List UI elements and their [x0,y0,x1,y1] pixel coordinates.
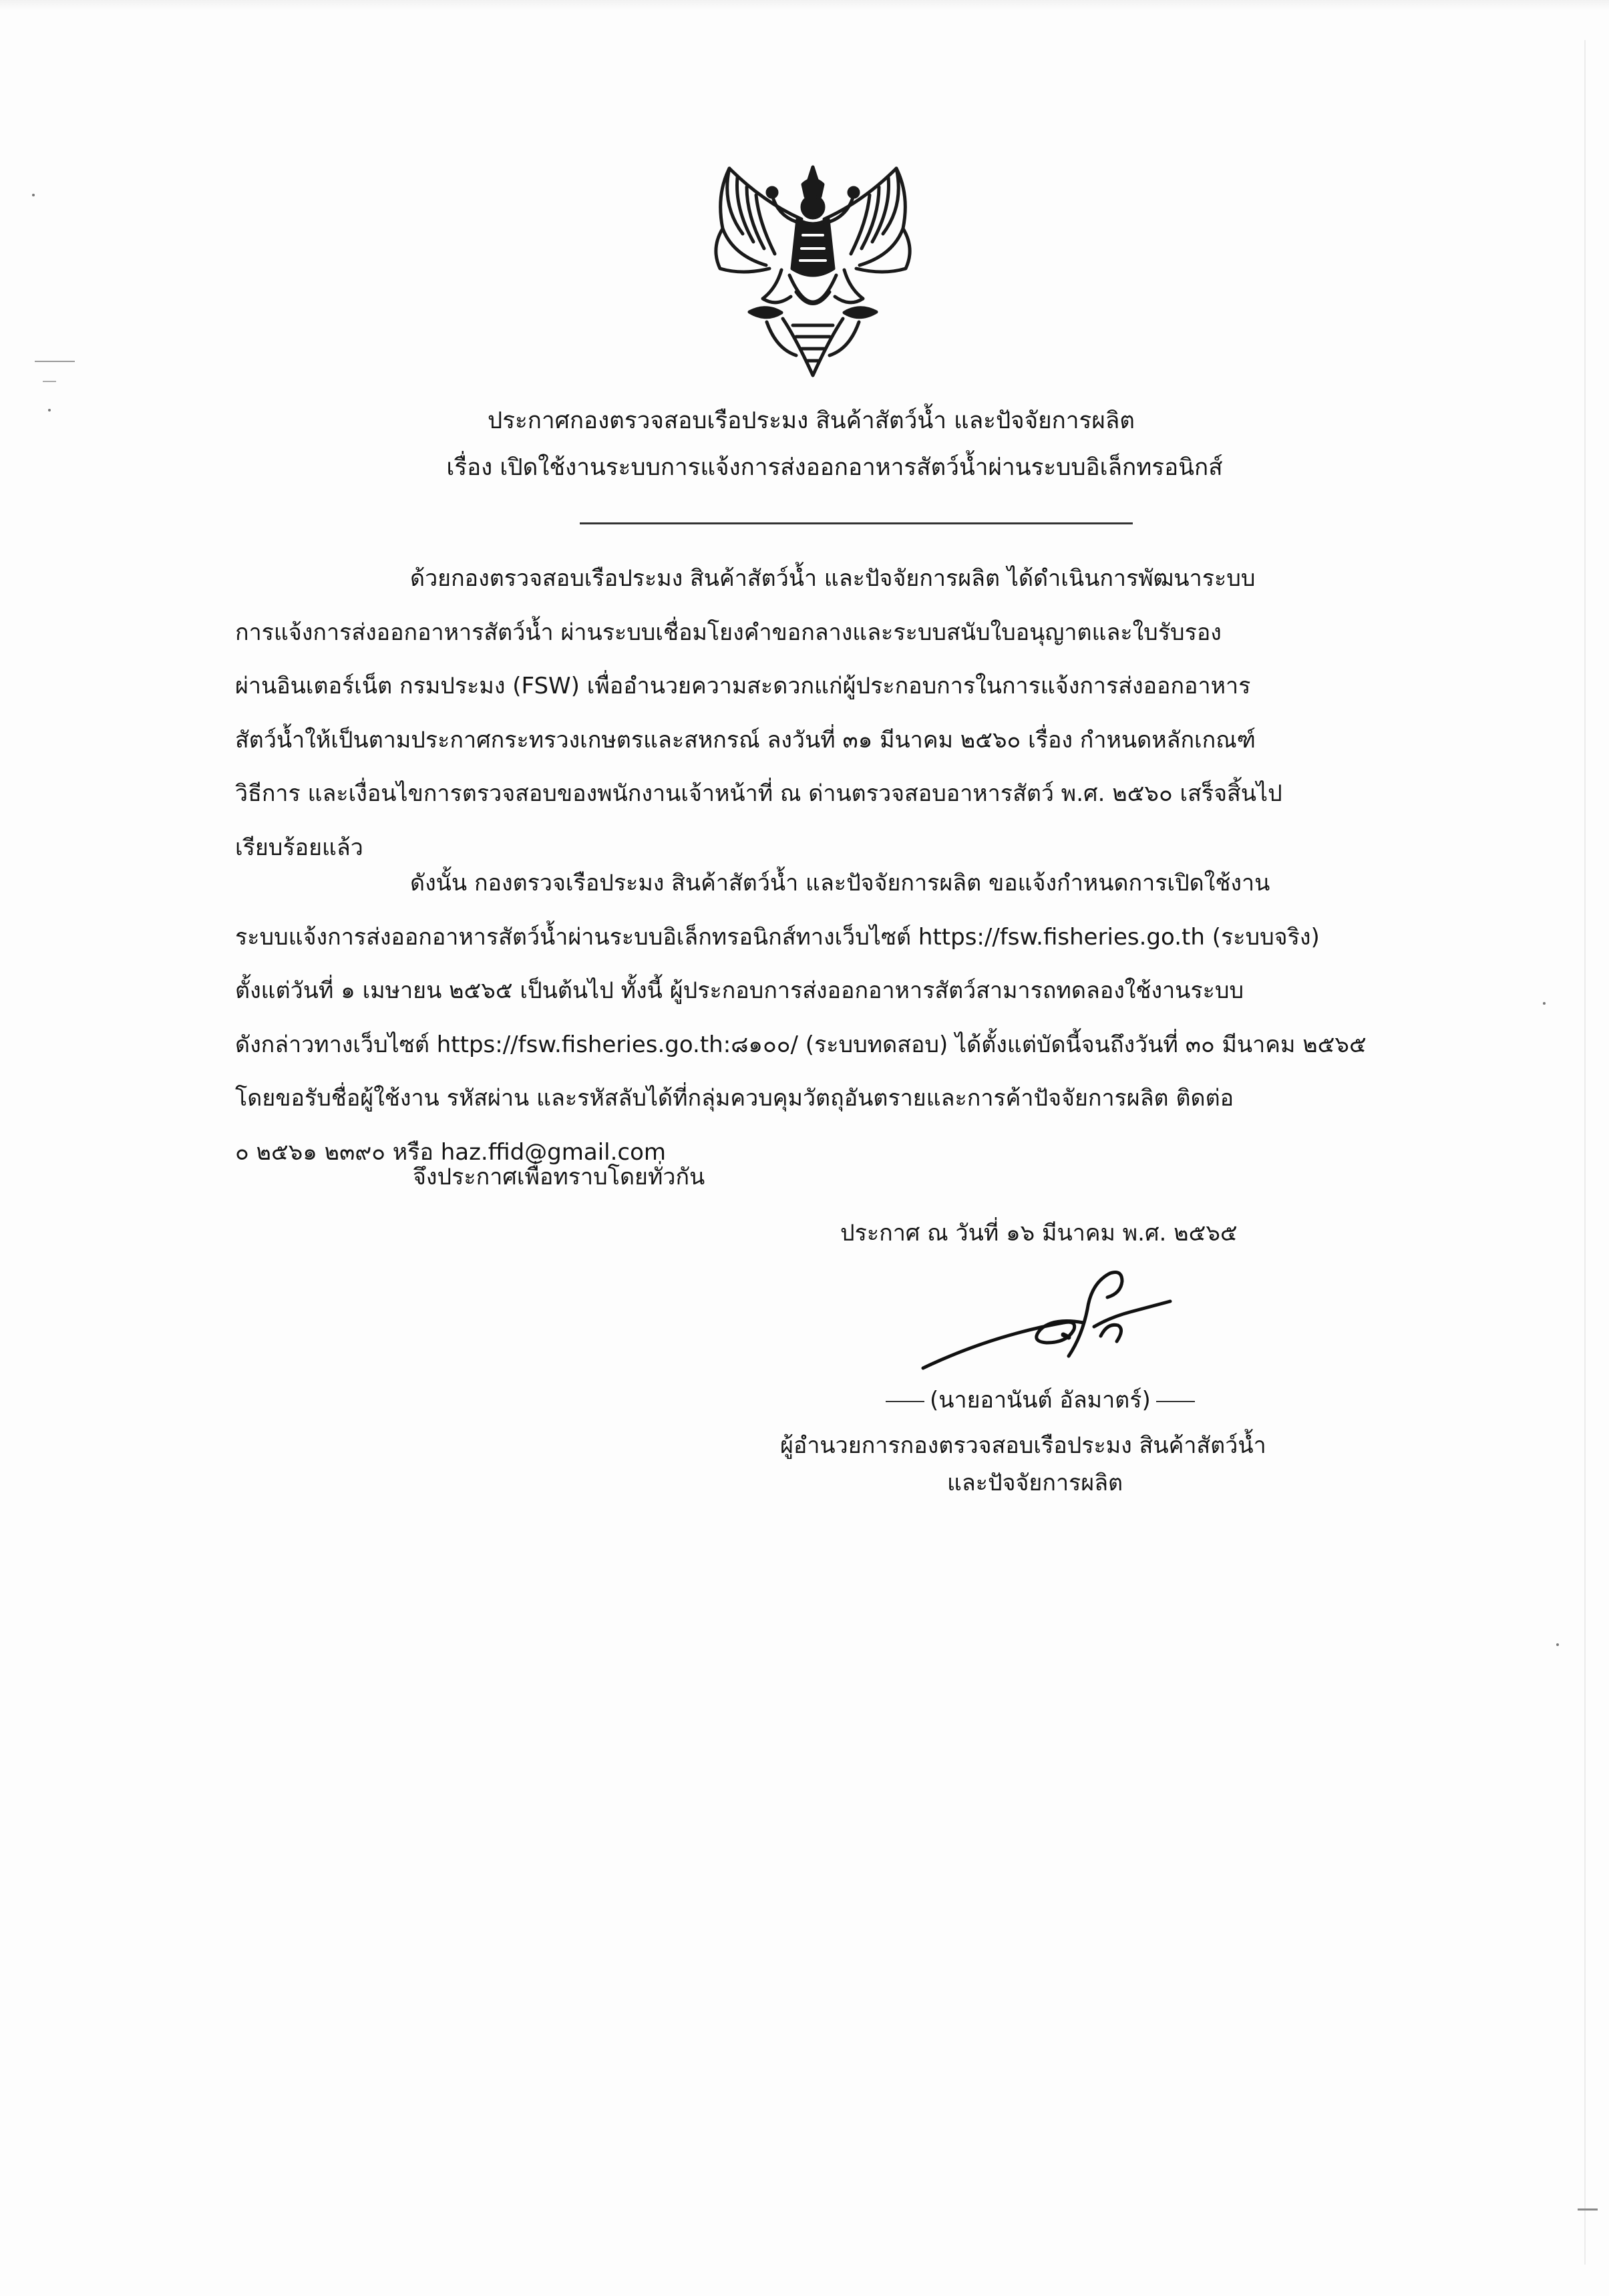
scan-speck [32,194,35,196]
announcement-subject: เรื่อง เปิดใช้งานระบบการแจ้งการส่งออกอาหารสัตว์น้ำผ่านระบบอิเล็กทรอนิกส์ [446,454,1223,481]
scan-mark [1578,2208,1598,2210]
scan-edge-top [0,0,1609,11]
signer-title-line-1: ผู้อำนวยการกองตรวจสอบเรือประมง สินค้าสัตว์น้ำ [780,1432,1266,1459]
paragraph-line: ๐ ๒๕๖๑ ๒๓๙๐ หรือ haz.ffid@gmail.com [235,1138,667,1166]
paragraph-line: ตั้งแต่วันที่ ๑ เมษายน ๒๕๖๕ เป็นต้นไป ทั้งนี้ ผู้ประกอบการส่งออกอาหารสัตว์สามารถทดลองใช้งานระบบ [235,977,1244,1004]
signature-dash-left [886,1401,924,1402]
scan-mark [43,381,56,382]
garuda-emblem-icon [703,155,923,382]
scan-speck [48,409,51,412]
signer-title-line-2: และปัจจัยการผลิต [947,1470,1123,1496]
title-divider [580,522,1133,524]
paragraph-line: ผ่านอินเตอร์เน็ต กรมประมง (FSW) เพื่ออำนวยความสะดวกแก่ผู้ประกอบการในการแจ้งการส่งออกอาหาร [235,673,1251,699]
paragraph-line: เรียบร้อยแล้ว [235,834,363,861]
body-paragraph-1 [235,552,1432,874]
signer-name-text: (นายอานันต์ อัลมาตร์) [930,1387,1151,1414]
paragraph-line: การแจ้งการส่งออกอาหารสัตว์น้ำ ผ่านระบบเชื่อมโยงคำขอกลางและระบบสนับใบอนุญาตและใบรับรอง [235,619,1222,646]
scan-speck [1543,1002,1546,1005]
paragraph-line: วิธีการ และเงื่อนไขการตรวจสอบของพนักงานเจ้าหน้าที่ ณ ด่านตรวจสอบอาหารสัตว์ พ.ศ. ๒๕๖๐ เสร็จสิ้นไป [235,780,1282,807]
signer-name [880,1384,1214,1416]
paragraph-line: ดังกล่าวทางเว็บไซต์ https://fsw.fisheries.go.th:๘๑๐๐/ (ระบบทดสอบ) ได้ตั้งแต่บัดนี้จนถึงวันที่ ๓๐ มีนาคม ๒๕๖๕ [235,1031,1367,1058]
paragraph-line: โดยขอรับชื่อผู้ใช้งาน รหัสผ่าน และรหัสลับได้ที่กลุ่มควบคุมวัตถุอันตรายและการค้าปัจจัยการผลิต ติดต่อ [235,1085,1234,1112]
scan-speck [1556,1643,1559,1646]
body-paragraph-2 [235,856,1432,1179]
scan-edge-right [1584,40,1586,2265]
paragraph-line: ดังนั้น กองตรวจเรือประมง สินค้าสัตว์น้ำ และปัจจัยการผลิต ขอแจ้งกำหนดการเปิดใช้งาน [410,870,1270,896]
paragraph-line: ระบบแจ้งการส่งออกอาหารสัตว์น้ำผ่านระบบอิเล็กทรอนิกส์ทางเว็บไซต์ https://fsw.fisheries.go.th (ระบบจริง) [235,923,1320,951]
signature-dash-right [1156,1401,1195,1402]
handwritten-signature-icon [910,1256,1190,1383]
paragraph-line: ด้วยกองตรวจสอบเรือประมง สินค้าสัตว์น้ำ และปัจจัยการผลิต ได้ดำเนินการพัฒนาระบบ [410,565,1256,592]
announcement-date: ประกาศ ณ วันที่ ๑๖ มีนาคม พ.ศ. ๒๕๖๕ [840,1220,1238,1247]
closing-statement: จึงประกาศเพื่อทราบโดยทั่วกัน [413,1164,705,1190]
paragraph-line: สัตว์น้ำให้เป็นตามประกาศกระทรวงเกษตรและสหกรณ์ ลงวันที่ ๓๑ มีนาคม ๒๕๖๐ เรื่อง กำหนดหลักเกณฑ์ [235,726,1256,754]
scan-mark [35,361,75,362]
announcement-title: ประกาศกองตรวจสอบเรือประมง สินค้าสัตว์น้ำ และปัจจัยการผลิต [487,407,1135,434]
